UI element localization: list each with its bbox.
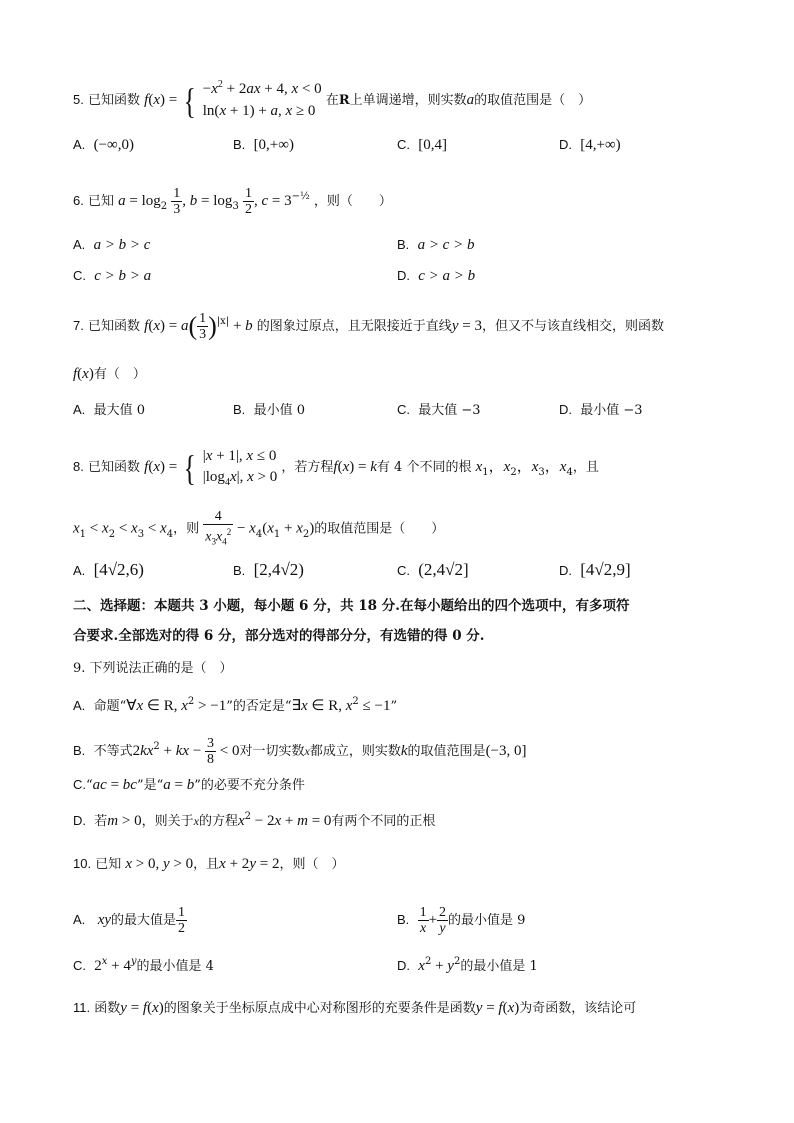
q7-option-d[interactable]: D. 最小值 −3: [559, 402, 643, 418]
q9-stem: 9. 下列说法正确的是（ ）: [73, 661, 233, 676]
q9-option-c[interactable]: C.“ac = bc”是“a = b”的必要不充分条件: [73, 777, 305, 793]
q9-option-b[interactable]: B. 不等式$2kx^2$ + kx − $\frac{3}{8}$ < 0对一切实数x都成立，则实数k的取值范围是(−3, 0]: [73, 736, 527, 767]
q9-option-a[interactable]: A. 命题“∀x ∈ R, $x^2 > -1$”的否定是“∃x ∈ R, $x^2 \le -1$”: [73, 696, 398, 714]
q7-option-a[interactable]: A. 最大值 0: [73, 402, 145, 418]
section-2-heading: 二、选择题：本题共 3 小题，每小题 6 分，共 18 分.在每小题给出的四个选项中，有多项符: [73, 598, 630, 614]
q7-stem-line2: f(x)有（ ）: [73, 366, 146, 382]
q8-stem-line2: $x_1 < x_2 < x_3 < x_4$，则 $\frac{4}{x_3x_4^2}$ − $x_4(x_1 + x_2)$的取值范围是（ ）: [73, 509, 445, 547]
q7-stem: 7. 已知函数 f(x) = a( $\frac{1}{3}$ )$^{|x|}$ + b 的图象过原点，且无限接近于直线y = 3，但又不与该直线相交，则函数: [73, 311, 664, 342]
q5-function: f: [144, 92, 149, 108]
q8-stem: 8. 已知函数 f(x) = { |x + 1|, x ≤ 0 $|\log_4x|$, x > 0 ，若方程f(x) = k有 4 个不同的根 $x_1$，$x_2$，$x_3$，$x_4$，且: [73, 447, 599, 488]
q11-stem: 11. 函数y = f(x)的图象关于坐标原点成中心对称图形的充要条件是函数y = f(x)为奇函数，该结论可: [73, 1000, 637, 1016]
q8-option-a[interactable]: A. [4√2,6): [73, 560, 144, 579]
q9-option-d[interactable]: D. 若m > 0，则关于x的方程$x^2 - 2x + m = 0$有两个不同的正根: [73, 811, 436, 829]
q5-option-a[interactable]: A. (−∞,0): [73, 137, 134, 153]
q10-option-c[interactable]: C. $2^x + 4^y$的最小值是 4: [73, 956, 214, 974]
q10-option-d[interactable]: D. $x^2 + y^2$的最小值是 1: [397, 956, 538, 974]
left-brace-icon: {: [183, 80, 197, 121]
q6-option-b[interactable]: B. a > c > b: [397, 237, 475, 253]
q6-option-a[interactable]: A. a > b > c: [73, 237, 151, 253]
q10-option-b[interactable]: B. $\frac{1}{x}$ + $\frac{2}{y}$ 的最小值是 9: [397, 905, 526, 936]
q5-option-c[interactable]: C. [0,4]: [397, 137, 448, 153]
q8-option-c[interactable]: C. (2,4√2]: [397, 560, 469, 579]
q8-option-d[interactable]: D. [4√2,9]: [559, 560, 631, 579]
q10-stem: 10. 已知 x > 0, y > 0，且x + 2y = 2，则（ ）: [73, 856, 345, 872]
q8-option-b[interactable]: B. [2,4√2): [233, 560, 304, 579]
q5-piecewise: $-x^2 + 2ax + 4$, x < 0 ln(x + 1) + a, x ≥ 0: [202, 79, 322, 119]
q7-option-c[interactable]: C. 最大值 −3: [397, 402, 481, 418]
q5-stem: 5. 已知函数 f(x) = { $-x^2 + 2ax + 4$, x < 0 ln(x + 1) + a, x ≥ 0 在R上单调递增，则实数a的取值范围是（ ）: [73, 79, 592, 121]
q5-option-d[interactable]: D. [4,+∞): [559, 137, 621, 153]
q10-option-a[interactable]: A. xy的最大值是 $\frac{1}{2}$: [73, 905, 186, 936]
q6-option-c[interactable]: C. c > b > a: [73, 268, 152, 284]
section-2-heading-line2: 合要求.全部选对的得 6 分，部分选对的得部分分，有选错的得 0 分.: [73, 628, 485, 644]
q7-option-b[interactable]: B. 最小值 0: [233, 402, 305, 418]
q6-option-d[interactable]: D. c > a > b: [397, 268, 476, 284]
q6-stem: 6. 已知 $a = \log_2$ $\frac{1}{3}$ , $b = \log_3$ $\frac{1}{2}$ , $c = 3^{-\frac{1}{2}}$ ，则（ ）: [73, 186, 392, 217]
left-brace-icon: {: [183, 447, 197, 488]
q5-option-b[interactable]: B. [0,+∞): [233, 137, 294, 153]
